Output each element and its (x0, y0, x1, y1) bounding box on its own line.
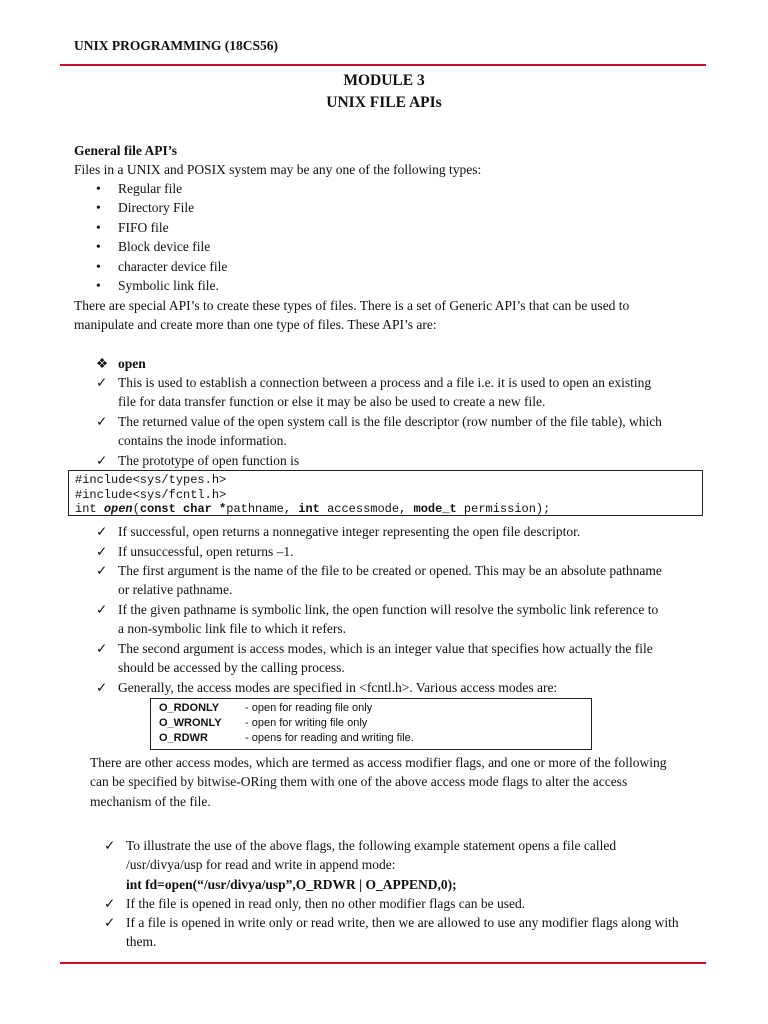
list-item: • character device file (74, 257, 227, 276)
check-icon: ✓ (104, 896, 116, 911)
check-icon: ✓ (96, 414, 108, 429)
table-row: O_WRONLY - open for writing file only (159, 717, 368, 730)
table-row: O_RDONLY - open for reading file only (159, 702, 373, 714)
example-code-line: int fd=open(“/usr/divya/usp”,O_RDWR | O_APPEND,0); (126, 877, 457, 892)
check-icon: ✓ (104, 838, 116, 853)
check-icon: ✓ (104, 915, 116, 930)
footer-rule (60, 962, 706, 964)
access-modes-table (150, 698, 592, 750)
modifier-paragraph: There are other access modes, which are termed as access modifier flags, and one or more of the following can be specified by bitwise-ORing them with one of the above access mode flags to alter the access mechanism of the file. (90, 755, 667, 809)
module-number: MODULE 3 (343, 72, 425, 89)
list-item: • Symbolic link file. (74, 276, 227, 295)
list-item: • Directory File (74, 198, 227, 217)
list-item: • Block device file (74, 237, 227, 256)
check-icon: ✓ (96, 680, 108, 695)
check-icon: ✓ (96, 602, 108, 617)
bullet-icon: • (96, 200, 101, 216)
check-icon: ✓ (96, 375, 108, 390)
bullet-icon: • (96, 278, 101, 294)
page-header-title: UNIX PROGRAMMING (18CS56) (74, 38, 278, 53)
bullet-icon: • (96, 258, 101, 274)
check-icon: ✓ (96, 641, 108, 656)
bullet-icon: • (96, 239, 101, 255)
module-title: UNIX FILE APIs (326, 94, 442, 111)
section-heading: General file API’s (74, 143, 177, 158)
file-types-list (74, 179, 227, 295)
bullet-icon: • (96, 219, 101, 235)
section-intro: Files in a UNIX and POSIX system may be any one of the following types: (74, 162, 482, 177)
check-icon: ✓ (96, 453, 108, 468)
header-rule (60, 64, 706, 66)
list-item: • FIFO file (74, 218, 227, 237)
check-icon: ✓ (96, 563, 108, 578)
diamond-icon: ❖ (96, 356, 109, 371)
list-item: • Regular file (74, 179, 227, 198)
prototype-code-box: #include<sys/types.h> #include<sys/fcntl.h> int open(const char *pathname, int accessmode, mode_t permission); (68, 470, 703, 516)
section-paragraph: There are special API’s to create these types of files. There is a set of Generic API’s that can be used to manipulate and create more than one type of files. These API’s are: (74, 298, 630, 333)
check-icon: ✓ (96, 544, 108, 559)
bullet-icon: • (96, 181, 101, 196)
table-row: O_RDWR - opens for reading and writing file. (159, 732, 414, 745)
check-icon: ✓ (96, 524, 108, 539)
